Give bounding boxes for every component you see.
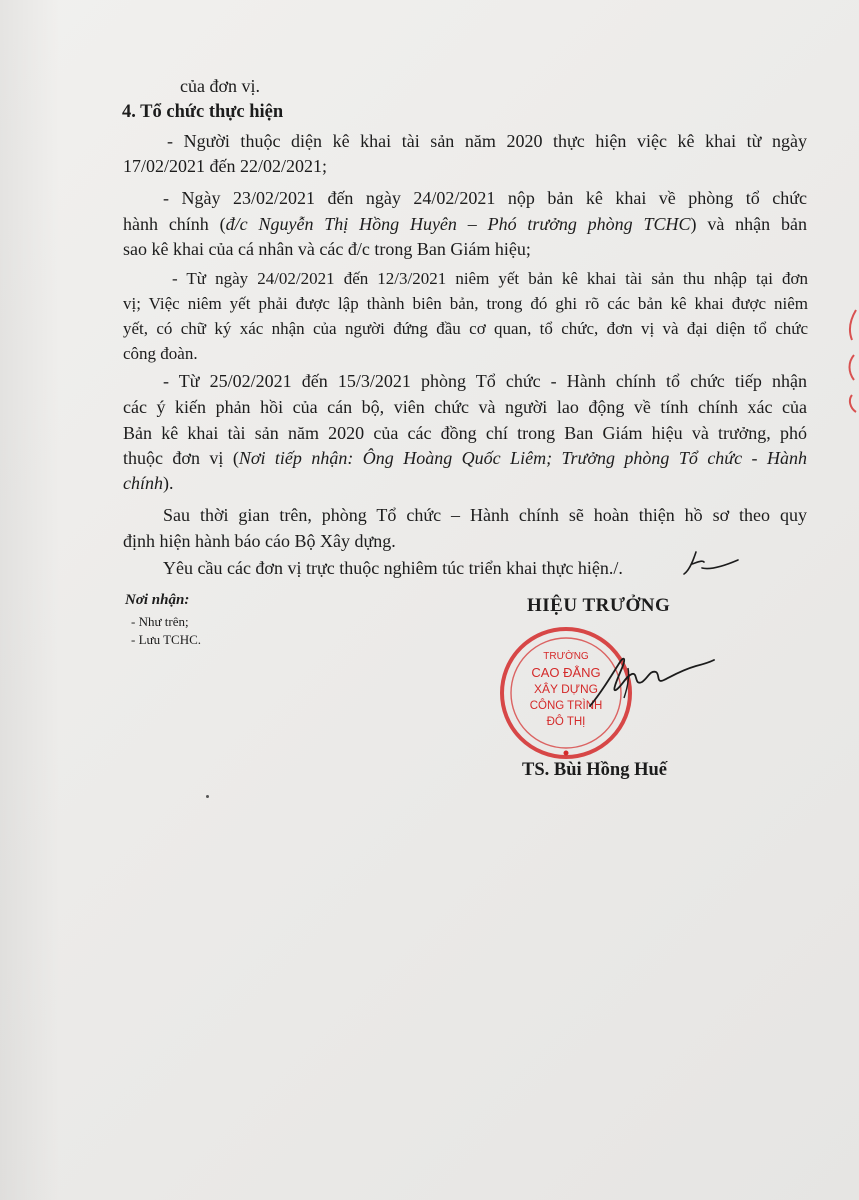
- stamp-text: CÔNG TRÌNH: [529, 700, 603, 712]
- signatory-title: HIỆU TRƯỞNG: [527, 595, 671, 616]
- text-line: Yêu cầu các đơn vị trực thuộc nghiêm túc triển khai thực hiện./.: [163, 558, 623, 578]
- stamp-text: XÂY DỰNG: [533, 682, 599, 696]
- stamp-text: TRƯỜNG: [543, 651, 589, 662]
- recipient-item: - Như trên;: [131, 614, 189, 629]
- text-line: Bản kê khai tài sản năm 2020 của các đồng chí trong Ban Giám hiệu và trưởng, phó: [123, 423, 807, 443]
- paper-speck: [206, 795, 209, 798]
- text-line: - Từ ngày 24/02/2021 đến 12/3/2021 niêm yết bản kê khai tài sản thu nhập tại đơn: [172, 269, 808, 288]
- handwritten-signature: [586, 648, 716, 708]
- text-span: ).: [163, 473, 174, 493]
- text-line: Sau thời gian trên, phòng Tổ chức – Hành chính sẽ hoàn thiện hồ sơ theo quy: [163, 505, 807, 525]
- receiver-info: Nơi tiếp nhận: Ông Hoàng Quốc Liêm; Trưởng phòng Tổ chức - Hành: [238, 448, 807, 468]
- text-line: định hiện hành báo cáo Bộ Xây dựng.: [123, 531, 396, 551]
- recipient-item: - Lưu TCHC.: [131, 632, 202, 647]
- text-span: ) và nhận bản: [690, 214, 807, 234]
- text-line: - Ngày 23/02/2021 đến ngày 24/02/2021 nộp bản kê khai về phòng tổ chức: [163, 188, 807, 208]
- text-line-mixed: [123, 212, 807, 236]
- text-line-mixed: [123, 471, 174, 495]
- stamp-text: CAO ĐẲNG: [531, 665, 601, 680]
- text-line-mixed: [123, 446, 807, 470]
- text-line: - Người thuộc diện kê khai tài sản năm 2020 thực hiện việc kê khai từ ngày: [167, 131, 807, 151]
- text-span: hành chính (: [123, 214, 226, 234]
- recipients-title: Nơi nhận:: [125, 592, 190, 608]
- text-line: 17/02/2021 đến 22/02/2021;: [123, 156, 327, 176]
- contact-person: đ/c Nguyễn Thị Hồng Huyên – Phó trưởng phòng TCHC: [225, 214, 691, 234]
- text-line: - Từ 25/02/2021 đến 15/3/2021 phòng Tổ chức - Hành chính tổ chức tiếp nhận: [163, 371, 807, 391]
- text-span: thuộc đơn vị (: [123, 448, 239, 468]
- text-line: yết, có chữ ký xác nhận của người đứng đầu cơ quan, tổ chức, đơn vị và đại diện tổ chức: [123, 319, 808, 338]
- edge-stamp-fragment: [836, 300, 859, 420]
- stamp-text: ĐÔ THỊ: [546, 716, 586, 728]
- text-line: các ý kiến phản hồi của cán bộ, viên chức và người lao động về tính chính xác của: [123, 397, 807, 417]
- text-line: của đơn vị.: [180, 76, 260, 96]
- section-heading: 4. Tổ chức thực hiện: [122, 102, 284, 122]
- text-line: vị; Việc niêm yết phải được lập thành biên bản, trong đó ghi rõ các bản kê khai được niêm: [123, 294, 808, 313]
- text-span: chính: [123, 473, 163, 493]
- text-line: công đoàn.: [123, 344, 198, 363]
- signatory-name: TS. Bùi Hồng Huế: [522, 760, 667, 780]
- initial-mark-icon: [680, 548, 740, 582]
- text-line: sao kê khai của cá nhân và các đ/c trong Ban Giám hiệu;: [123, 239, 531, 259]
